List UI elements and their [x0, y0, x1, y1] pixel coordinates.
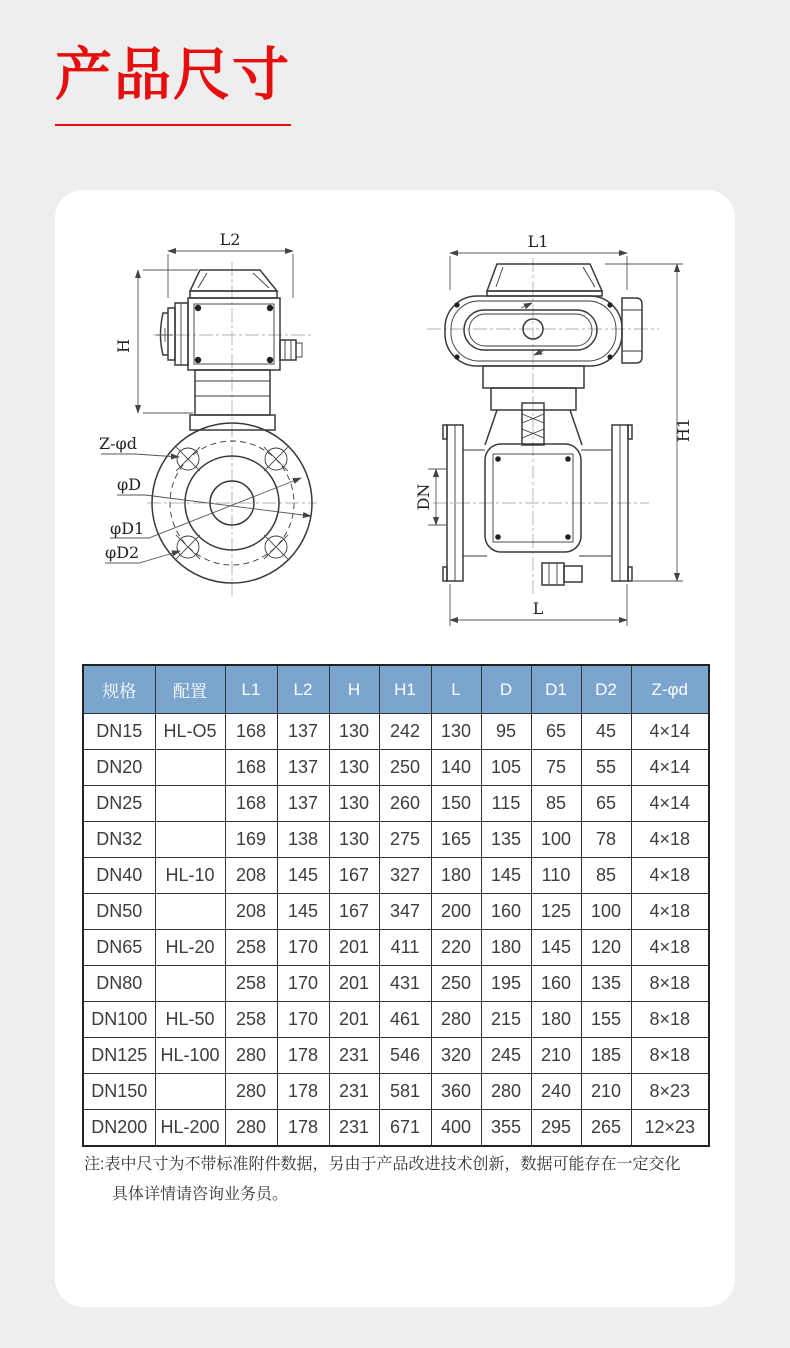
table-cell: 165 — [431, 822, 481, 858]
product-card — [55, 190, 735, 1307]
table-cell: HL-200 — [155, 1110, 225, 1147]
table-note — [84, 1150, 724, 1210]
table-row — [83, 750, 709, 786]
table-cell: DN150 — [83, 1074, 155, 1110]
table-cell — [155, 822, 225, 858]
table-cell: 215 — [481, 1002, 531, 1038]
dim-label-l1: L1 — [527, 232, 549, 251]
table-cell: 208 — [225, 894, 277, 930]
spec-table-body — [83, 714, 709, 1147]
table-cell: 120 — [581, 930, 631, 966]
table-cell: 250 — [379, 750, 431, 786]
table-cell: 400 — [431, 1110, 481, 1147]
table-cell: 208 — [225, 858, 277, 894]
table-row — [83, 1002, 709, 1038]
table-row — [83, 1110, 709, 1147]
table-cell: 185 — [581, 1038, 631, 1074]
table-cell: 295 — [531, 1110, 581, 1147]
column-header: 规格 — [83, 665, 155, 714]
dim-label-l: L — [532, 599, 544, 618]
table-cell: 327 — [379, 858, 431, 894]
dim-label-h: H — [114, 339, 133, 353]
table-cell: 130 — [431, 714, 481, 750]
table-cell: 581 — [379, 1074, 431, 1110]
table-cell: 168 — [225, 714, 277, 750]
right-view — [414, 232, 693, 626]
table-cell: 170 — [277, 1002, 329, 1038]
table-cell: 130 — [329, 750, 379, 786]
table-cell: 231 — [329, 1110, 379, 1147]
table-cell: 8×18 — [631, 1038, 709, 1074]
flange-label-zd: Z-φd — [99, 434, 137, 453]
table-cell: 280 — [225, 1110, 277, 1147]
table-cell: 130 — [329, 822, 379, 858]
table-cell: 245 — [481, 1038, 531, 1074]
table-cell: 145 — [277, 858, 329, 894]
column-header: L — [431, 665, 481, 714]
table-row — [83, 714, 709, 750]
table-cell: 180 — [531, 1002, 581, 1038]
table-cell: HL-10 — [155, 858, 225, 894]
table-cell: 12×23 — [631, 1110, 709, 1147]
header-row — [83, 665, 709, 714]
table-cell: 231 — [329, 1074, 379, 1110]
table-cell: DN32 — [83, 822, 155, 858]
table-cell: 280 — [431, 1002, 481, 1038]
table-cell: DN80 — [83, 966, 155, 1002]
table-cell: DN65 — [83, 930, 155, 966]
table-cell: 85 — [531, 786, 581, 822]
table-cell: 65 — [581, 786, 631, 822]
table-row — [83, 822, 709, 858]
table-cell: 250 — [431, 966, 481, 1002]
table-cell: 178 — [277, 1110, 329, 1147]
table-cell — [155, 894, 225, 930]
table-cell: 55 — [581, 750, 631, 786]
table-cell: 265 — [581, 1110, 631, 1147]
table-cell: 65 — [531, 714, 581, 750]
table-cell: 8×18 — [631, 966, 709, 1002]
table-cell: 145 — [277, 894, 329, 930]
table-row — [83, 786, 709, 822]
table-cell: HL-O5 — [155, 714, 225, 750]
table-row — [83, 930, 709, 966]
table-cell: 137 — [277, 786, 329, 822]
table-cell: 45 — [581, 714, 631, 750]
column-header: D1 — [531, 665, 581, 714]
table-cell: 201 — [329, 930, 379, 966]
table-cell: DN15 — [83, 714, 155, 750]
table-cell: 155 — [581, 1002, 631, 1038]
table-cell: DN20 — [83, 750, 155, 786]
column-header: 配置 — [155, 665, 225, 714]
table-cell: 178 — [277, 1074, 329, 1110]
table-cell: 210 — [581, 1074, 631, 1110]
table-cell: 85 — [581, 858, 631, 894]
table-cell: 138 — [277, 822, 329, 858]
table-cell: 240 — [531, 1074, 581, 1110]
table-cell: 546 — [379, 1038, 431, 1074]
table-cell — [155, 786, 225, 822]
table-cell: 258 — [225, 966, 277, 1002]
table-cell: 461 — [379, 1002, 431, 1038]
table-cell: 170 — [277, 930, 329, 966]
spec-table-header — [83, 665, 709, 714]
table-cell: 95 — [481, 714, 531, 750]
table-cell: 231 — [329, 1038, 379, 1074]
table-cell: 275 — [379, 822, 431, 858]
table-cell: 280 — [481, 1074, 531, 1110]
table-cell: 100 — [531, 822, 581, 858]
table-cell: 242 — [379, 714, 431, 750]
table-cell: 100 — [581, 894, 631, 930]
table-cell: 4×14 — [631, 714, 709, 750]
left-view — [99, 230, 317, 596]
table-cell: 355 — [481, 1110, 531, 1147]
table-cell: 145 — [481, 858, 531, 894]
note-line-2: 具体详情请咨询业务员。 — [112, 1186, 289, 1203]
table-cell: 220 — [431, 930, 481, 966]
table-cell: 258 — [225, 1002, 277, 1038]
dim-label-dn: DN — [414, 483, 433, 511]
table-cell: 8×23 — [631, 1074, 709, 1110]
table-cell — [155, 1074, 225, 1110]
table-cell: 168 — [225, 750, 277, 786]
table-cell: DN100 — [83, 1002, 155, 1038]
table-cell: 168 — [225, 786, 277, 822]
table-cell: 130 — [329, 714, 379, 750]
table-cell: 671 — [379, 1110, 431, 1147]
table-cell: HL-50 — [155, 1002, 225, 1038]
table-cell: 180 — [431, 858, 481, 894]
table-cell: 4×14 — [631, 750, 709, 786]
table-cell: 145 — [531, 930, 581, 966]
table-cell: 150 — [431, 786, 481, 822]
table-cell: 4×18 — [631, 822, 709, 858]
table-cell: 160 — [481, 894, 531, 930]
dim-label-h1: H1 — [674, 417, 693, 443]
flange-label-d2: φD2 — [105, 543, 140, 562]
table-cell: 137 — [277, 714, 329, 750]
table-cell — [155, 750, 225, 786]
table-cell: DN25 — [83, 786, 155, 822]
column-header: H1 — [379, 665, 431, 714]
table-cell: 210 — [531, 1038, 581, 1074]
column-header: D2 — [581, 665, 631, 714]
table-cell: 258 — [225, 930, 277, 966]
table-cell: 180 — [481, 930, 531, 966]
table-cell: 78 — [581, 822, 631, 858]
table-row — [83, 894, 709, 930]
table-cell: 260 — [379, 786, 431, 822]
table-cell: 201 — [329, 966, 379, 1002]
table-cell: 4×18 — [631, 858, 709, 894]
spec-table — [82, 664, 710, 1147]
table-cell: HL-100 — [155, 1038, 225, 1074]
table-cell: 170 — [277, 966, 329, 1002]
column-header: H — [329, 665, 379, 714]
table-cell: 4×18 — [631, 930, 709, 966]
table-cell: 411 — [379, 930, 431, 966]
table-cell: 178 — [277, 1038, 329, 1074]
table-cell: DN200 — [83, 1110, 155, 1147]
column-header: Z-φd — [631, 665, 709, 714]
table-cell: 200 — [431, 894, 481, 930]
page-title: 产品尺寸 — [55, 44, 291, 126]
table-cell: DN40 — [83, 858, 155, 894]
table-row — [83, 966, 709, 1002]
table-cell: DN50 — [83, 894, 155, 930]
table-row — [83, 1038, 709, 1074]
table-cell: 347 — [379, 894, 431, 930]
table-cell: 320 — [431, 1038, 481, 1074]
table-cell: 280 — [225, 1074, 277, 1110]
table-cell: 110 — [531, 858, 581, 894]
table-cell: 140 — [431, 750, 481, 786]
flange-label-d1: φD1 — [110, 519, 145, 538]
table-cell: 135 — [481, 822, 531, 858]
table-cell: 8×18 — [631, 1002, 709, 1038]
table-cell: 195 — [481, 966, 531, 1002]
column-header: L2 — [277, 665, 329, 714]
table-cell: DN125 — [83, 1038, 155, 1074]
table-row — [83, 1074, 709, 1110]
table-cell: 125 — [531, 894, 581, 930]
table-cell: 130 — [329, 786, 379, 822]
table-cell: 4×18 — [631, 894, 709, 930]
table-cell: 4×14 — [631, 786, 709, 822]
table-cell: 167 — [329, 858, 379, 894]
table-cell: 167 — [329, 894, 379, 930]
table-cell: 137 — [277, 750, 329, 786]
table-cell: HL-20 — [155, 930, 225, 966]
dim-label-l2: L2 — [219, 230, 241, 249]
table-cell — [155, 966, 225, 1002]
note-line-1: 注:表中尺寸为不带标准附件数据，另由于产品改进技术创新，数据可能存在一定交化 — [84, 1156, 681, 1173]
table-row — [83, 858, 709, 894]
table-cell: 105 — [481, 750, 531, 786]
column-header: D — [481, 665, 531, 714]
table-cell: 431 — [379, 966, 431, 1002]
table-cell: 160 — [531, 966, 581, 1002]
table-cell: 201 — [329, 1002, 379, 1038]
table-cell: 75 — [531, 750, 581, 786]
flange-label-d: φD — [117, 475, 142, 494]
table-cell: 280 — [225, 1038, 277, 1074]
column-header: L1 — [225, 665, 277, 714]
table-cell: 135 — [581, 966, 631, 1002]
table-cell: 115 — [481, 786, 531, 822]
table-cell: 169 — [225, 822, 277, 858]
table-cell: 360 — [431, 1074, 481, 1110]
technical-drawing — [55, 218, 735, 658]
